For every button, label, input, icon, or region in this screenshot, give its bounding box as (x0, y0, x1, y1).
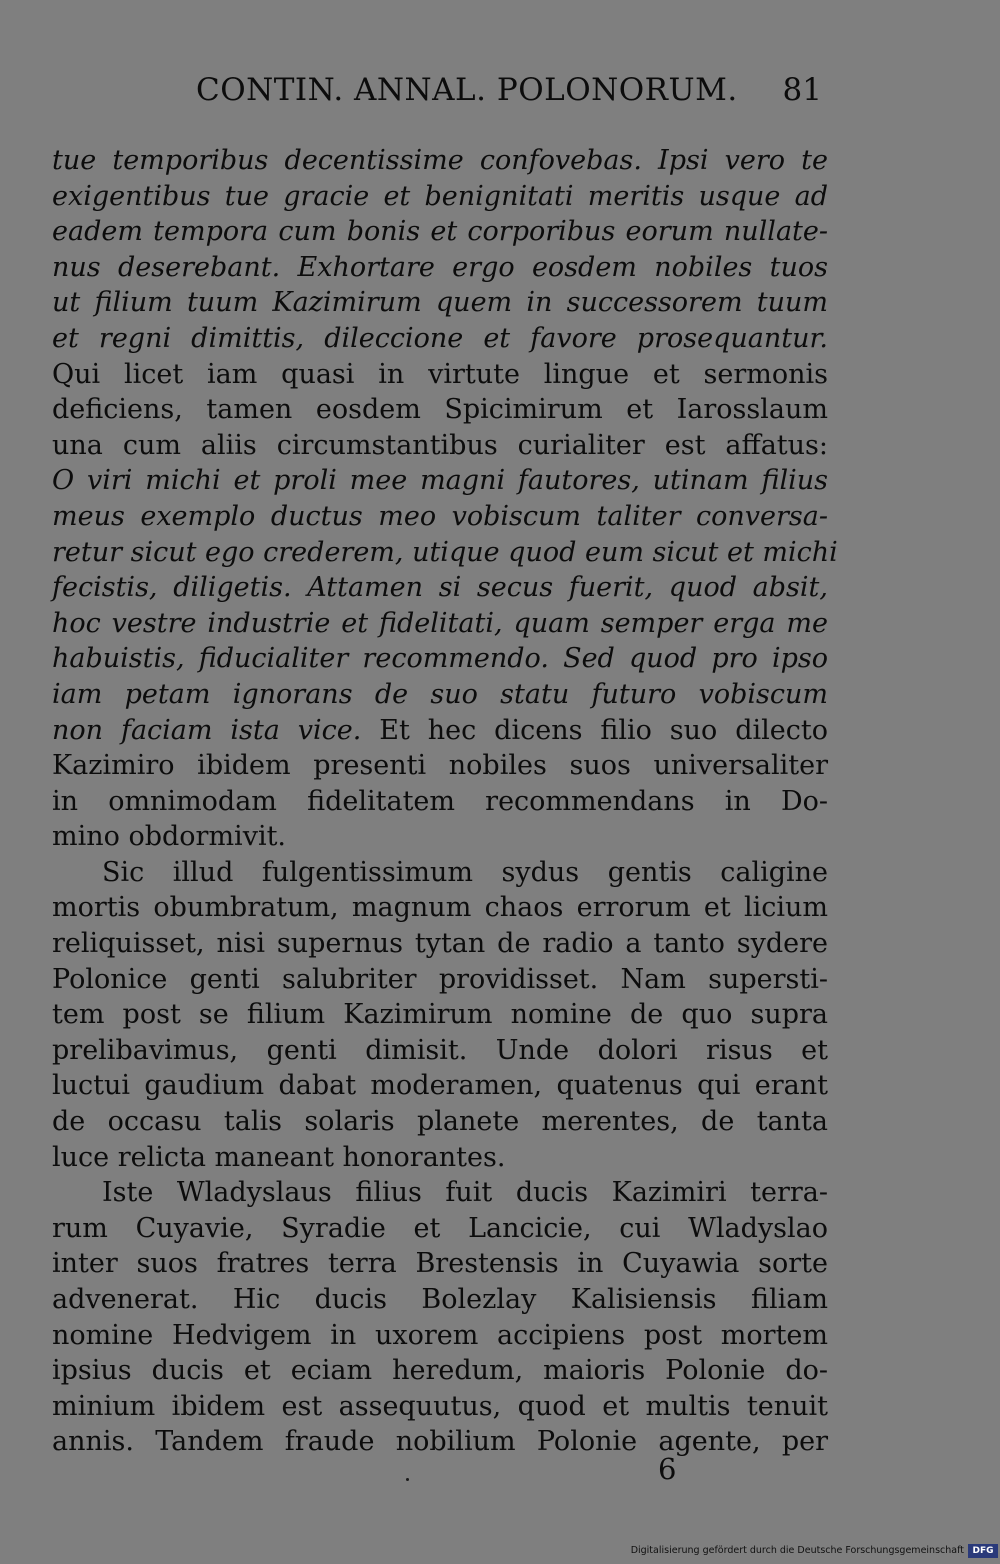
italic-text-segment: retur sicut ego crederem, utique quod eum sicut et michi (52, 536, 838, 568)
text-line (52, 1211, 828, 1247)
text-segment: inter suos fratres terra Brestensis in Cuyawia sorte (52, 1248, 828, 1280)
text-segment: de occasu talis solaris planete merentes, de tanta (52, 1106, 828, 1138)
text-line (52, 677, 828, 713)
text-line (52, 1353, 828, 1389)
digitization-credit: Digitalisierung gefördert durch die Deutsche Forschungsgemeinschaft (630, 1545, 964, 1556)
text-segment: annis. Tandem fraude nobilium Polonie agente, per (52, 1426, 828, 1458)
dfg-logo: DFG (968, 1544, 998, 1558)
italic-text-segment: O viri michi et proli mee magni fautores, utinam filius (52, 465, 828, 497)
text-segment: luce relicta maneant honorantes. (52, 1141, 506, 1173)
text-line (52, 1424, 828, 1460)
text-line (52, 997, 828, 1033)
text-line (52, 748, 828, 784)
text-segment: mino obdormivit. (52, 821, 287, 853)
text-line (52, 606, 828, 642)
text-segment: Polonice genti salubriter providisset. Nam supersti- (52, 963, 828, 995)
text-line (52, 285, 828, 321)
text-segment: reliquisset, nisi supernus tytan de radio a tanto sydere (52, 928, 828, 960)
text-line (52, 1282, 828, 1318)
italic-text-segment: meus exemplo ductus meo vobiscum taliter conversa- (52, 500, 828, 532)
text-line (52, 1104, 828, 1140)
text-line (52, 1140, 828, 1176)
italic-text-segment: habuistis, fiducialiter recommendo. Sed quod pro ipso (52, 643, 828, 675)
text-line (52, 855, 828, 891)
text-line (52, 713, 828, 749)
text-segment: Iste Wladyslaus filius fuit ducis Kazimiri terra- (102, 1177, 828, 1209)
text-segment: tem post se filium Kazimirum nomine de quo supra (52, 999, 828, 1031)
text-line (52, 1068, 828, 1104)
text-segment: rum Cuyavie, Syradie et Lancicie, cui Wladyslao (52, 1212, 828, 1244)
text-segment: in omnimodam fidelitatem recommendans in Do- (52, 785, 828, 817)
text-segment: Qui licet iam quasi in virtute lingue et sermonis (52, 358, 828, 390)
text-segment: luctui gaudium dabat moderamen, quatenus qui erant (52, 1070, 828, 1102)
text-line (52, 143, 828, 179)
text-line (52, 570, 828, 606)
page-number: 81 (782, 72, 822, 108)
text-segment: prelibavimus, genti dimisit. Unde dolori risus et (52, 1034, 828, 1066)
text-line (52, 179, 828, 215)
text-segment: advenerat. Hic ducis Bolezlay Kalisiensis filiam (52, 1284, 828, 1315)
text-segment: Et hec dicens filio suo dilecto (361, 714, 828, 746)
text-segment: mortis obumbratum, magnum chaos errorum et licium (52, 892, 828, 924)
italic-text-segment: et regni dimittis, dileccione et favore prosequantur. (52, 322, 828, 354)
text-line (52, 250, 828, 286)
page-header (52, 72, 828, 112)
text-line (52, 1175, 828, 1211)
signature-mark: 6 (658, 1452, 677, 1486)
text-line (52, 890, 828, 926)
body-text (52, 143, 838, 1460)
italic-text-segment: hoc vestre industrie et fidelitati, quam semper erga me (52, 607, 828, 639)
text-line (52, 463, 828, 499)
text-line (52, 962, 828, 998)
text-line (52, 392, 828, 428)
italic-text-segment: non faciam ista vice. (52, 714, 362, 746)
text-line (52, 535, 838, 571)
italic-text-segment: fecistis, diligetis. Attamen si secus fuerit, quod absit, (52, 572, 828, 604)
text-line (52, 1033, 828, 1069)
text-line (52, 784, 828, 820)
text-line (52, 1389, 828, 1425)
italic-text-segment: tue temporibus decentissime confovebas. Ipsi vero te (52, 145, 828, 176)
text-segment: Sic illud fulgentissimum sydus gentis caligine (102, 856, 828, 888)
italic-text-segment: iam petam ignorans de suo statu futuro vobiscum (52, 678, 828, 710)
text-line (52, 819, 828, 855)
text-line (52, 1318, 828, 1354)
text-line (52, 499, 828, 535)
text-line (52, 1246, 828, 1282)
text-segment: ipsius ducis et eciam heredum, maioris Polonie do- (52, 1355, 828, 1387)
text-line (52, 321, 828, 357)
text-line (52, 357, 828, 393)
text-line (52, 428, 828, 464)
text-line (52, 641, 828, 677)
text-segment: una cum aliis circumstantibus curialiter est affatus: (52, 429, 828, 461)
italic-text-segment: eadem tempora cum bonis et corporibus eorum nullate- (52, 216, 828, 248)
text-segment: nomine Hedvigem in uxorem accipiens post mortem (52, 1319, 828, 1351)
text-segment: minium ibidem est assequutus, quod et multis tenuit (52, 1390, 828, 1422)
running-title: CONTIN. ANNAL. POLONORUM. (196, 72, 738, 108)
text-segment: deficiens, tamen eosdem Spicimirum et Iarosslaum (52, 394, 828, 426)
stray-dot (406, 1478, 409, 1481)
text-line (52, 214, 828, 250)
italic-text-segment: exigentibus tue gracie et benignitati meritis usque ad (52, 180, 828, 212)
italic-text-segment: ut filium tuum Kazimirum quem in successorem tuum (52, 287, 828, 319)
italic-text-segment: nus deserebant. Exhortare ergo eosdem nobiles tuos (52, 251, 828, 283)
text-segment: Kazimiro ibidem presenti nobiles suos universaliter (52, 750, 828, 782)
text-line (52, 926, 828, 962)
